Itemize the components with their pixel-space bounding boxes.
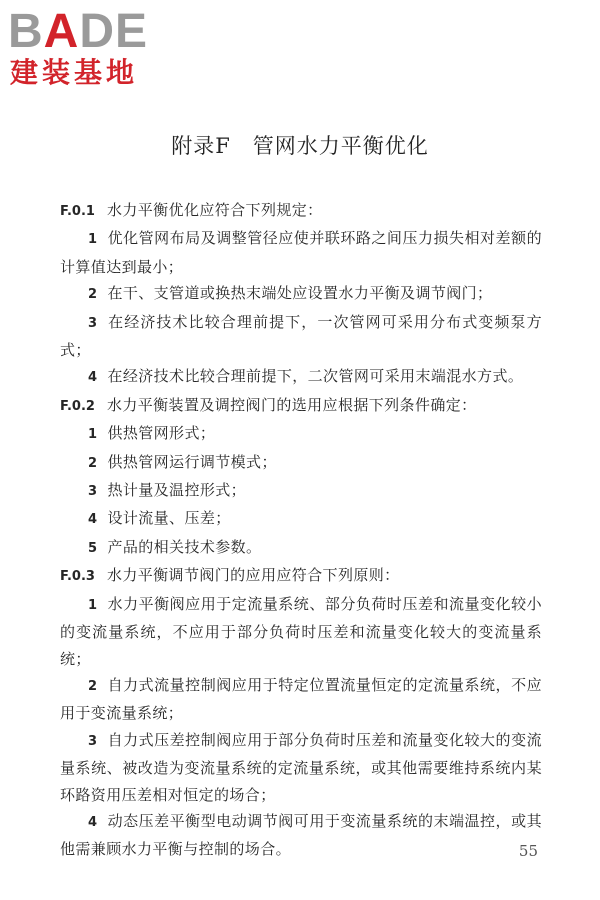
appendix-heading xyxy=(0,130,600,160)
item-number: 1 xyxy=(88,232,98,248)
item-text: 设计流量、压差； xyxy=(107,509,231,528)
appendix-code: 附录F xyxy=(171,134,231,158)
clause-text: 水力平衡调节阀门的应用应符合下列原则： xyxy=(106,566,400,585)
clause-text: 水力平衡优化应符合下列规定： xyxy=(106,201,323,219)
list-item xyxy=(60,591,542,672)
item-number: 1 xyxy=(88,427,98,443)
list-item xyxy=(60,808,542,863)
page-number: 55 xyxy=(518,842,538,860)
list-item xyxy=(60,477,542,505)
item-text: 在经济技术比较合理前提下，二次管网可采用末端混水方式。 xyxy=(107,367,524,386)
list-item xyxy=(60,280,542,308)
clause-number: F.0.3 xyxy=(60,569,95,585)
item-number: 3 xyxy=(88,315,98,331)
list-item xyxy=(60,309,542,364)
item-text: 供热管网形式； xyxy=(107,424,216,443)
item-text: 产品的相关技术参数。 xyxy=(107,537,262,556)
clause-f01 xyxy=(60,197,542,225)
list-item xyxy=(60,420,542,448)
item-number: 3 xyxy=(88,733,98,749)
item-text: 热计量及温控形式； xyxy=(107,481,247,500)
item-number: 1 xyxy=(88,597,98,613)
item-text: 在干、支管道或换热末端处应设置水力平衡及调节阀门； xyxy=(107,284,493,303)
item-number: 2 xyxy=(88,287,98,303)
item-number: 3 xyxy=(88,484,98,500)
item-text: 动态压差平衡型电动调节阀可用于变流量系统的末端温控，或其他需兼顾水力平衡与控制的场合。 xyxy=(60,811,542,859)
list-item xyxy=(60,363,542,391)
clause-number: F.0.2 xyxy=(60,398,95,414)
item-number: 2 xyxy=(88,455,98,471)
item-text: 供热管网运行调节模式； xyxy=(107,452,277,471)
list-item xyxy=(60,534,542,562)
clause-f02 xyxy=(60,392,542,420)
bade-logo-graphic xyxy=(8,2,178,92)
item-number: 2 xyxy=(88,678,98,694)
item-number: 4 xyxy=(88,512,98,528)
item-text: 优化管网布局及调整管径应使并联环路之间压力损失相对差额的计算值达到最小； xyxy=(60,229,542,276)
logo-subtitle-text: 建装基地 xyxy=(10,56,139,89)
logo-brand-text: BADE xyxy=(8,5,149,58)
item-number: 4 xyxy=(88,370,98,386)
bade-logo xyxy=(8,2,178,92)
list-item xyxy=(60,672,542,727)
item-number: 5 xyxy=(88,540,98,556)
clause-f03 xyxy=(60,562,542,590)
item-number: 4 xyxy=(88,814,98,830)
list-item xyxy=(60,225,542,280)
document-body xyxy=(60,197,542,863)
clause-number: F.0.1 xyxy=(60,204,95,219)
list-item xyxy=(60,449,542,477)
item-text: 自力式压差控制阀应用于部分负荷时压差和流量变化较大的变流量系统、被改造为变流量系统的定流量系统，或其他需要维持系统内某环路资用压差相对恒定的场合； xyxy=(60,730,542,804)
appendix-title: 管网水力平衡优化 xyxy=(252,134,429,158)
item-text: 在经济技术比较合理前提下，一次管网可采用分布式变频泵方式； xyxy=(60,312,542,360)
list-item xyxy=(60,727,542,808)
item-text: 水力平衡阀应用于定流量系统、部分负荷时压差和流量变化较小的变流量系统，不应用于部分负荷时压差和流量变化较大的变流量系统； xyxy=(60,594,542,668)
clause-text: 水力平衡装置及调控阀门的选用应根据下列条件确定： xyxy=(106,395,477,414)
item-text: 自力式流量控制阀应用于特定位置流量恒定的定流量系统，不应用于变流量系统； xyxy=(60,675,542,723)
list-item xyxy=(60,505,542,533)
